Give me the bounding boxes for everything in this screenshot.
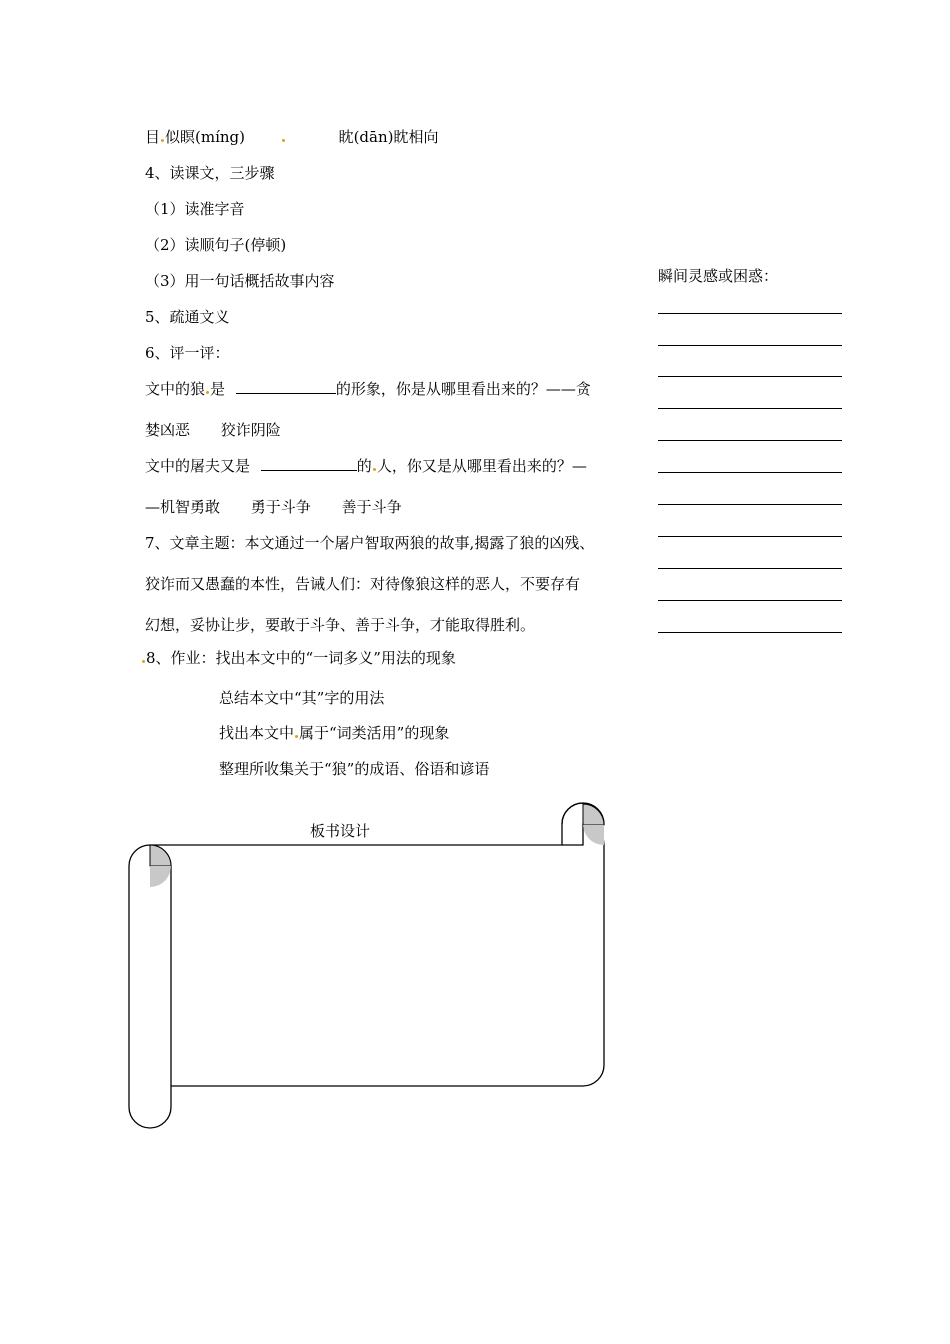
notes-line[interactable] xyxy=(658,376,842,377)
wolf-evaluation-line xyxy=(145,379,591,399)
mark-dot xyxy=(142,660,145,663)
text-fight: 勇于斗争 xyxy=(250,498,311,516)
text-greedy: 婪凶恶 xyxy=(145,421,191,439)
board-scroll xyxy=(120,798,620,1138)
board-title: 板书设计 xyxy=(310,822,371,840)
theme-line-3: 幻想，妥协让步，要敢于斗争、善于斗争，才能取得胜利。 xyxy=(145,616,536,634)
notes-title: 瞬间灵感或困惑： xyxy=(658,267,779,285)
text-wolf-question: 的形象，你是从哪里看出来的？——贪 xyxy=(335,380,591,398)
text-mu: 目 xyxy=(145,128,161,146)
text-find: 找出本文中 xyxy=(219,724,295,742)
text-good-fight: 善于斗争 xyxy=(341,498,402,516)
homework-item-1: 总结本文中“其”字的用法 xyxy=(219,689,385,707)
answer-blank[interactable] xyxy=(261,456,357,471)
butcher-answer-line xyxy=(145,497,402,517)
butcher-evaluation-line xyxy=(145,456,587,476)
notes-line[interactable] xyxy=(658,536,842,537)
notes-line[interactable] xyxy=(658,632,842,633)
notes-line[interactable] xyxy=(658,408,842,409)
text-si-ming: 似瞑(míng) xyxy=(165,128,246,146)
text-homework: 8、作业：找出本文中的“一词多义”用法的现象 xyxy=(146,649,456,667)
text-brave: —机智勇敢 xyxy=(145,498,221,516)
step-4-item-2: （2）读顺句子(停顿) xyxy=(145,236,287,254)
homework-heading xyxy=(141,648,456,668)
mark-dot xyxy=(282,139,285,142)
mark-dot xyxy=(295,735,298,738)
text-cunning: 狡诈阴险 xyxy=(220,421,281,439)
notes-line[interactable] xyxy=(658,313,842,314)
step-4-item-3: （3）用一句话概括故事内容 xyxy=(145,272,335,290)
mark-dot xyxy=(373,468,376,471)
wolf-answer-line xyxy=(145,420,281,440)
theme-line-1: 7、文章主题：本文通过一个屠户智取两狼的故事,揭露了狼的凶残、 xyxy=(145,534,595,552)
notes-line[interactable] xyxy=(658,600,842,601)
text-butcher: 文中的屠夫又是 xyxy=(145,457,251,475)
notes-line[interactable] xyxy=(658,345,842,346)
text-is: 是 xyxy=(210,380,226,398)
text-wolf: 文中的狼 xyxy=(145,380,206,398)
text-butcher-question: 人，你又是从哪里看出来的？— xyxy=(376,457,587,475)
homework-item-2 xyxy=(219,723,449,743)
step-6-heading: 6、评一评： xyxy=(145,344,230,362)
notes-line[interactable] xyxy=(658,472,842,473)
notes-line[interactable] xyxy=(658,568,842,569)
notes-line[interactable] xyxy=(658,504,842,505)
theme-line-2: 狡诈而又愚蠢的本性，告诫人们：对待像狼这样的恶人，不要存有 xyxy=(145,575,581,593)
notes-line[interactable] xyxy=(658,440,842,441)
step-4-heading: 4、读课文，三步骤 xyxy=(145,164,275,182)
text-word-class: 属于“词类活用”的现象 xyxy=(299,724,450,742)
text-de: 的 xyxy=(356,457,372,475)
answer-blank[interactable] xyxy=(236,379,336,394)
step-4-item-1: （1）读准字音 xyxy=(145,200,245,218)
mark-dot xyxy=(161,139,164,142)
homework-item-3: 整理所收集关于“狼”的成语、俗语和谚语 xyxy=(219,760,490,778)
text-dan-dan: 眈(dān)眈相向 xyxy=(338,128,439,146)
step-5-heading: 5、疏通文义 xyxy=(145,308,230,326)
mark-dot xyxy=(206,391,209,394)
line-pronunciation xyxy=(145,127,439,147)
